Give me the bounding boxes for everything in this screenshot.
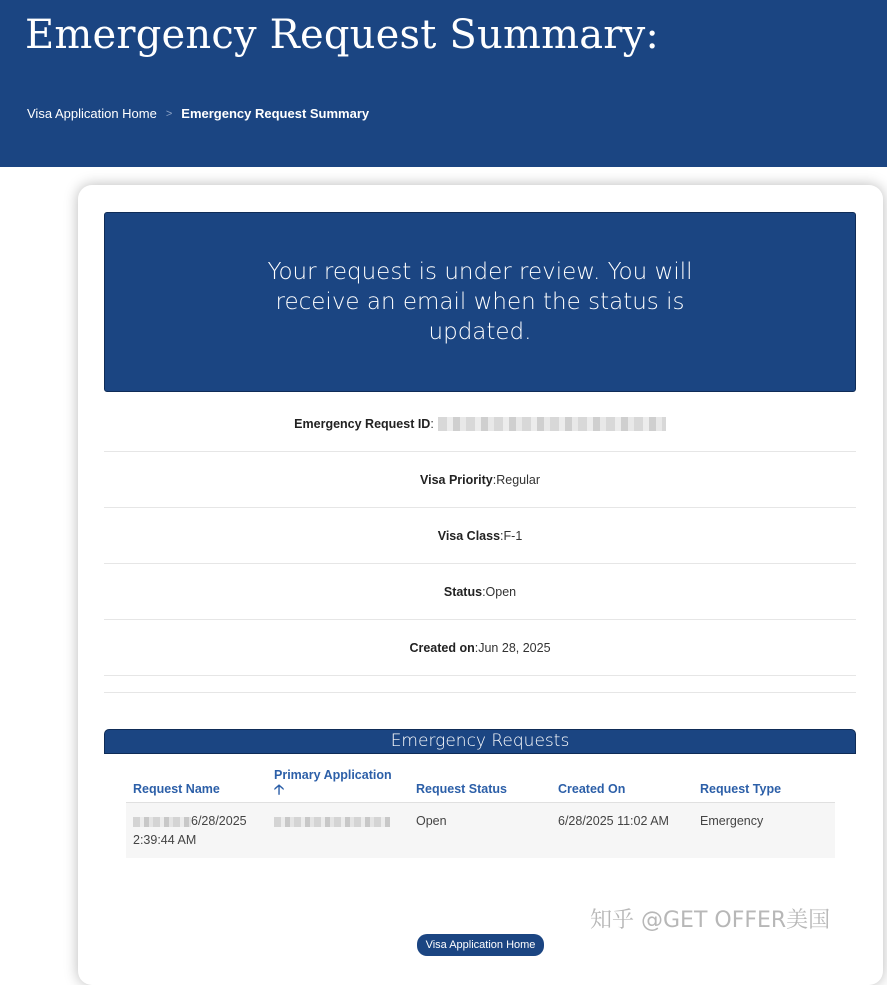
page-header xyxy=(0,0,887,167)
created-on-label: Created on xyxy=(409,640,475,655)
visa-class-label: Visa Class xyxy=(437,528,501,543)
breadcrumb-separator: > xyxy=(165,107,173,120)
column-created-on[interactable]: Created On xyxy=(551,768,693,803)
table-header-row xyxy=(126,768,835,803)
requests-table xyxy=(126,768,835,858)
primary-application-label: Primary Application xyxy=(274,768,392,782)
visa-priority-label: Visa Priority xyxy=(420,472,493,487)
column-request-name[interactable]: Request Name xyxy=(126,768,267,803)
redacted-request-id xyxy=(438,417,666,431)
status-banner xyxy=(104,212,856,392)
column-primary-application[interactable] xyxy=(267,768,409,803)
table-row[interactable] xyxy=(126,803,835,859)
redacted-primary-application xyxy=(274,817,390,827)
details-divider xyxy=(104,676,856,693)
page-title: Emergency Request Summary: xyxy=(25,12,660,58)
column-request-type[interactable]: Request Type xyxy=(693,768,835,803)
breadcrumb xyxy=(27,106,369,121)
requests-section-title: Emergency Requests xyxy=(104,729,856,754)
watermark: 知乎 @GET OFFER美国 xyxy=(590,908,831,933)
detail-separator: : xyxy=(492,472,497,487)
status-message: Your request is under review. You will receive an email when the status is updated. xyxy=(267,259,693,345)
visa-application-home-button[interactable]: Visa Application Home xyxy=(417,934,544,956)
breadcrumb-current: Emergency Request Summary xyxy=(181,106,370,121)
sort-ascending-icon[interactable]: 🡡 xyxy=(274,781,285,797)
column-request-status[interactable]: Request Status xyxy=(409,768,551,803)
request-name-date: 6/28/2025 xyxy=(191,814,247,828)
created-on-value: Jun 28, 2025 xyxy=(478,640,551,655)
detail-separator: : xyxy=(482,584,486,599)
request-id-label: Emergency Request ID xyxy=(294,416,431,431)
cell-request-status: Open xyxy=(409,803,551,859)
cell-primary-application[interactable] xyxy=(267,803,409,859)
status-value: Open xyxy=(485,584,517,599)
request-details xyxy=(104,396,856,693)
detail-status xyxy=(104,564,856,620)
visa-priority-value: Regular xyxy=(496,472,540,487)
detail-separator: : xyxy=(500,528,504,543)
cell-request-name[interactable] xyxy=(126,803,267,859)
breadcrumb-home-link[interactable]: Visa Application Home xyxy=(27,106,157,121)
status-label: Status xyxy=(443,584,483,599)
cell-created-on: 6/28/2025 11:02 AM xyxy=(551,803,693,859)
detail-visa-class xyxy=(104,508,856,564)
visa-class-value: F-1 xyxy=(503,528,523,543)
detail-visa-priority xyxy=(104,452,856,508)
cell-request-type: Emergency xyxy=(693,803,835,859)
request-name-time: 2:39:44 AM xyxy=(133,833,197,847)
detail-request-id xyxy=(104,396,856,452)
detail-separator: : xyxy=(474,640,479,655)
redacted-request-name xyxy=(133,817,191,827)
detail-separator: : xyxy=(430,416,434,431)
detail-created-on xyxy=(104,620,856,676)
